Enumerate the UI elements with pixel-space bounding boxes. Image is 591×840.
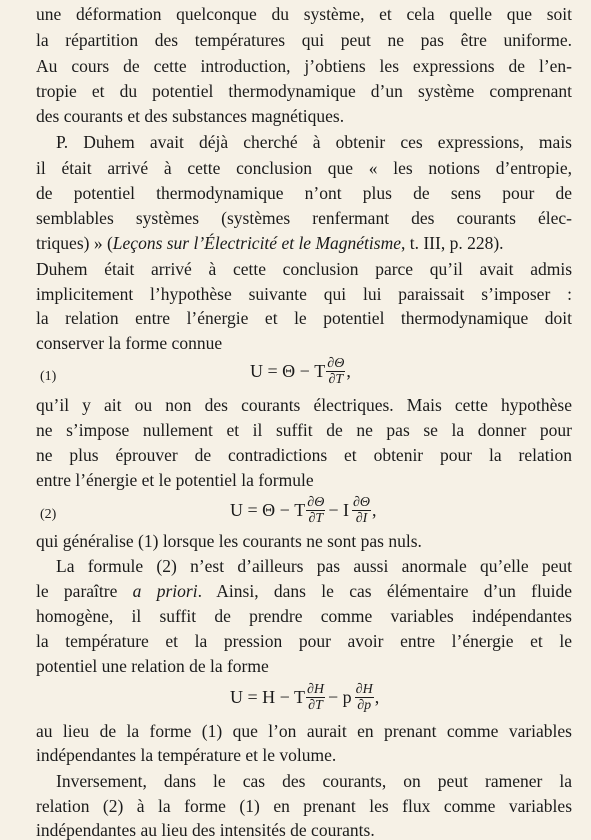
text-line: ne s’impose nullement et il suffit de ne pas se la donner pour xyxy=(36,420,572,440)
equation-number: (2) xyxy=(40,507,57,522)
text-line: Au cours de cette introduction, j’obtiens les expressions de l’en- xyxy=(36,56,572,76)
fraction xyxy=(352,495,371,526)
text-line: de potentiel thermodynamique n’ont plus de sens pour de xyxy=(36,183,572,203)
text-run: le paraître xyxy=(36,581,133,601)
text-line: Inversement, dans le cas des courants, on peut ramener la xyxy=(56,771,572,791)
fraction-numerator: ∂Θ xyxy=(327,356,345,371)
text-line: des courants et des substances magnétiques. xyxy=(36,106,345,126)
text-line: P. Duhem avait déjà cherché à obtenir ces expressions, mais xyxy=(56,132,572,152)
fraction-numerator: ∂H xyxy=(306,682,325,697)
equation-lhs: U = Θ − T xyxy=(230,500,306,520)
text-line: Duhem était arrivé à cette conclusion parce qu’il avait admis xyxy=(36,259,572,279)
equation-tail: , xyxy=(372,500,377,520)
equation-middle: − p xyxy=(328,687,352,707)
fraction-denominator: ∂T xyxy=(328,372,344,387)
fraction xyxy=(306,682,325,713)
book-title: Leçons sur l’Électricité et le Magnétisme xyxy=(112,233,401,253)
fraction-numerator: ∂H xyxy=(355,682,373,697)
text-line: homogène, il suffit de prendre comme variables indépendantes xyxy=(36,606,572,626)
text-run: , t. III, p. 228). xyxy=(400,233,504,253)
text-line: indépendantes au lieu des intensités de courants. xyxy=(36,820,375,840)
equation-1 xyxy=(250,356,351,387)
equation-3 xyxy=(230,682,379,713)
text-line: qui généralise (1) lorsque les courants ne sont pas nuls. xyxy=(36,531,422,551)
equation-lhs: U = H − T xyxy=(230,687,305,707)
fraction xyxy=(355,682,374,713)
text-line: La formule (2) n’est d’ailleurs pas aussi anormale qu’elle peut xyxy=(56,556,572,576)
text-line: tropie et du potentiel thermodynamique d’un système comprenant xyxy=(36,81,572,101)
fraction-denominator: ∂p xyxy=(357,698,372,713)
fraction-denominator: ∂T xyxy=(308,511,324,526)
text-line: semblables systèmes (systèmes renfermant des courants élec- xyxy=(36,208,572,228)
fraction-denominator: ∂T xyxy=(308,698,323,713)
fraction-numerator: ∂Θ xyxy=(307,495,325,510)
text-line-citation xyxy=(36,233,572,253)
text-line: la température et la pression pour avoir entre l’énergie et le xyxy=(36,631,572,651)
equation-tail: , xyxy=(346,361,351,381)
text-line: indépendantes la température et le volume. xyxy=(36,745,337,765)
text-line: une déformation quelconque du système, et cela quelle que soit xyxy=(36,4,572,24)
text-line: conserver la forme connue xyxy=(36,333,223,353)
text-line: potentiel une relation de la forme xyxy=(36,656,269,676)
text-line: la relation entre l’énergie et le potentiel thermodynamique doit xyxy=(36,308,572,328)
italic-phrase: a priori xyxy=(132,581,198,601)
fraction-denominator: ∂I xyxy=(355,511,368,526)
fraction xyxy=(326,356,345,387)
text-line: au lieu de la forme (1) que l’on aurait en prenant comme variables xyxy=(36,721,572,741)
equation-tail: , xyxy=(374,687,380,707)
text-line: la répartition des températures qui peut ne pas être uniforme. xyxy=(36,30,572,50)
text-line-apriori xyxy=(36,581,572,601)
equation-2 xyxy=(230,495,377,526)
text-line: il était arrivé à cette conclusion que « les notions d’entropie, xyxy=(36,158,572,178)
equation-middle: − I xyxy=(328,500,349,520)
text-line: qu’il y ait ou non des courants électriques. Mais cette hypothèse xyxy=(36,395,572,415)
text-run: triques) » ( xyxy=(36,233,113,253)
text-line: ne plus éprouver de contradictions et obtenir pour la relation xyxy=(36,445,572,465)
equation-lhs: U = Θ − T xyxy=(250,361,326,381)
fraction-numerator: ∂Θ xyxy=(352,495,371,510)
text-run: . Ainsi, dans le cas élémentaire d’un fluide xyxy=(197,581,572,601)
equation-number: (1) xyxy=(40,369,57,384)
text-line: implicitement l’hypothèse suivante qui lui paraissait s’imposer : xyxy=(36,284,572,304)
text-line: relation (2) à la forme (1) en prenant les flux comme variables xyxy=(36,796,572,816)
text-line: entre l’énergie et le potentiel la formule xyxy=(36,470,314,490)
fraction xyxy=(306,495,325,526)
